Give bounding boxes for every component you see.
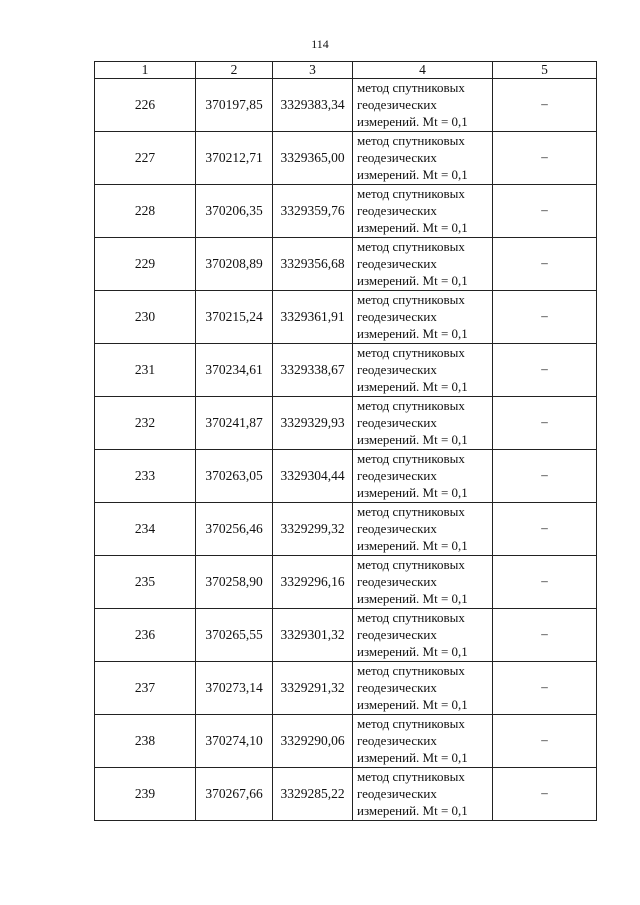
coordinates-table xyxy=(94,61,597,821)
remark-cell: – xyxy=(493,555,597,608)
table-row xyxy=(95,184,597,237)
remark-cell: – xyxy=(493,396,597,449)
y-coordinate-cell: 3329365,00 xyxy=(273,131,353,184)
point-number-cell: 233 xyxy=(95,449,196,502)
point-number-cell: 238 xyxy=(95,714,196,767)
method-cell: метод спутниковых геодезических измерений. Mt = 0,1 xyxy=(353,78,493,131)
table-row xyxy=(95,396,597,449)
table-header xyxy=(95,62,597,79)
method-cell: метод спутниковых геодезических измерений. Mt = 0,1 xyxy=(353,767,493,820)
method-cell: метод спутниковых геодезических измерений. Mt = 0,1 xyxy=(353,608,493,661)
remark-cell: – xyxy=(493,237,597,290)
header-cell-3: 3 xyxy=(273,62,353,79)
remark-cell: – xyxy=(493,184,597,237)
remark-cell: – xyxy=(493,343,597,396)
table-row xyxy=(95,290,597,343)
table-row xyxy=(95,343,597,396)
remark-cell: – xyxy=(493,608,597,661)
method-cell: метод спутниковых геодезических измерений. Mt = 0,1 xyxy=(353,502,493,555)
x-coordinate-cell: 370267,66 xyxy=(196,767,273,820)
table-row xyxy=(95,78,597,131)
table-row xyxy=(95,608,597,661)
method-cell: метод спутниковых геодезических измерений. Mt = 0,1 xyxy=(353,449,493,502)
point-number-cell: 230 xyxy=(95,290,196,343)
x-coordinate-cell: 370273,14 xyxy=(196,661,273,714)
table-body xyxy=(95,78,597,820)
point-number-cell: 231 xyxy=(95,343,196,396)
point-number-cell: 239 xyxy=(95,767,196,820)
remark-cell: – xyxy=(493,767,597,820)
method-cell: метод спутниковых геодезических измерений. Mt = 0,1 xyxy=(353,131,493,184)
x-coordinate-cell: 370215,24 xyxy=(196,290,273,343)
method-cell: метод спутниковых геодезических измерений. Mt = 0,1 xyxy=(353,343,493,396)
point-number-cell: 236 xyxy=(95,608,196,661)
y-coordinate-cell: 3329301,32 xyxy=(273,608,353,661)
y-coordinate-cell: 3329296,16 xyxy=(273,555,353,608)
header-row xyxy=(95,62,597,79)
remark-cell: – xyxy=(493,290,597,343)
remark-cell: – xyxy=(493,131,597,184)
point-number-cell: 232 xyxy=(95,396,196,449)
y-coordinate-cell: 3329285,22 xyxy=(273,767,353,820)
table-row xyxy=(95,237,597,290)
table-row xyxy=(95,714,597,767)
method-cell: метод спутниковых геодезических измерений. Mt = 0,1 xyxy=(353,184,493,237)
method-cell: метод спутниковых геодезических измерений. Mt = 0,1 xyxy=(353,555,493,608)
header-cell-4: 4 xyxy=(353,62,493,79)
method-cell: метод спутниковых геодезических измерений. Mt = 0,1 xyxy=(353,714,493,767)
x-coordinate-cell: 370212,71 xyxy=(196,131,273,184)
header-cell-2: 2 xyxy=(196,62,273,79)
table-row xyxy=(95,555,597,608)
y-coordinate-cell: 3329356,68 xyxy=(273,237,353,290)
table-row xyxy=(95,661,597,714)
point-number-cell: 235 xyxy=(95,555,196,608)
point-number-cell: 237 xyxy=(95,661,196,714)
y-coordinate-cell: 3329359,76 xyxy=(273,184,353,237)
x-coordinate-cell: 370241,87 xyxy=(196,396,273,449)
table-row xyxy=(95,131,597,184)
header-cell-1: 1 xyxy=(95,62,196,79)
y-coordinate-cell: 3329291,32 xyxy=(273,661,353,714)
method-cell: метод спутниковых геодезических измерений. Mt = 0,1 xyxy=(353,237,493,290)
method-cell: метод спутниковых геодезических измерений. Mt = 0,1 xyxy=(353,396,493,449)
x-coordinate-cell: 370265,55 xyxy=(196,608,273,661)
point-number-cell: 228 xyxy=(95,184,196,237)
y-coordinate-cell: 3329299,32 xyxy=(273,502,353,555)
x-coordinate-cell: 370258,90 xyxy=(196,555,273,608)
x-coordinate-cell: 370208,89 xyxy=(196,237,273,290)
x-coordinate-cell: 370274,10 xyxy=(196,714,273,767)
point-number-cell: 234 xyxy=(95,502,196,555)
table-row xyxy=(95,502,597,555)
remark-cell: – xyxy=(493,661,597,714)
x-coordinate-cell: 370263,05 xyxy=(196,449,273,502)
remark-cell: – xyxy=(493,78,597,131)
point-number-cell: 226 xyxy=(95,78,196,131)
point-number-cell: 227 xyxy=(95,131,196,184)
y-coordinate-cell: 3329290,06 xyxy=(273,714,353,767)
header-cell-5: 5 xyxy=(493,62,597,79)
y-coordinate-cell: 3329338,67 xyxy=(273,343,353,396)
y-coordinate-cell: 3329361,91 xyxy=(273,290,353,343)
remark-cell: – xyxy=(493,449,597,502)
table-row xyxy=(95,767,597,820)
x-coordinate-cell: 370197,85 xyxy=(196,78,273,131)
x-coordinate-cell: 370256,46 xyxy=(196,502,273,555)
method-cell: метод спутниковых геодезических измерений. Mt = 0,1 xyxy=(353,290,493,343)
method-cell: метод спутниковых геодезических измерений. Mt = 0,1 xyxy=(353,661,493,714)
y-coordinate-cell: 3329304,44 xyxy=(273,449,353,502)
x-coordinate-cell: 370234,61 xyxy=(196,343,273,396)
y-coordinate-cell: 3329329,93 xyxy=(273,396,353,449)
remark-cell: – xyxy=(493,714,597,767)
remark-cell: – xyxy=(493,502,597,555)
x-coordinate-cell: 370206,35 xyxy=(196,184,273,237)
point-number-cell: 229 xyxy=(95,237,196,290)
table-row xyxy=(95,449,597,502)
page-number: 114 xyxy=(311,37,329,51)
y-coordinate-cell: 3329383,34 xyxy=(273,78,353,131)
